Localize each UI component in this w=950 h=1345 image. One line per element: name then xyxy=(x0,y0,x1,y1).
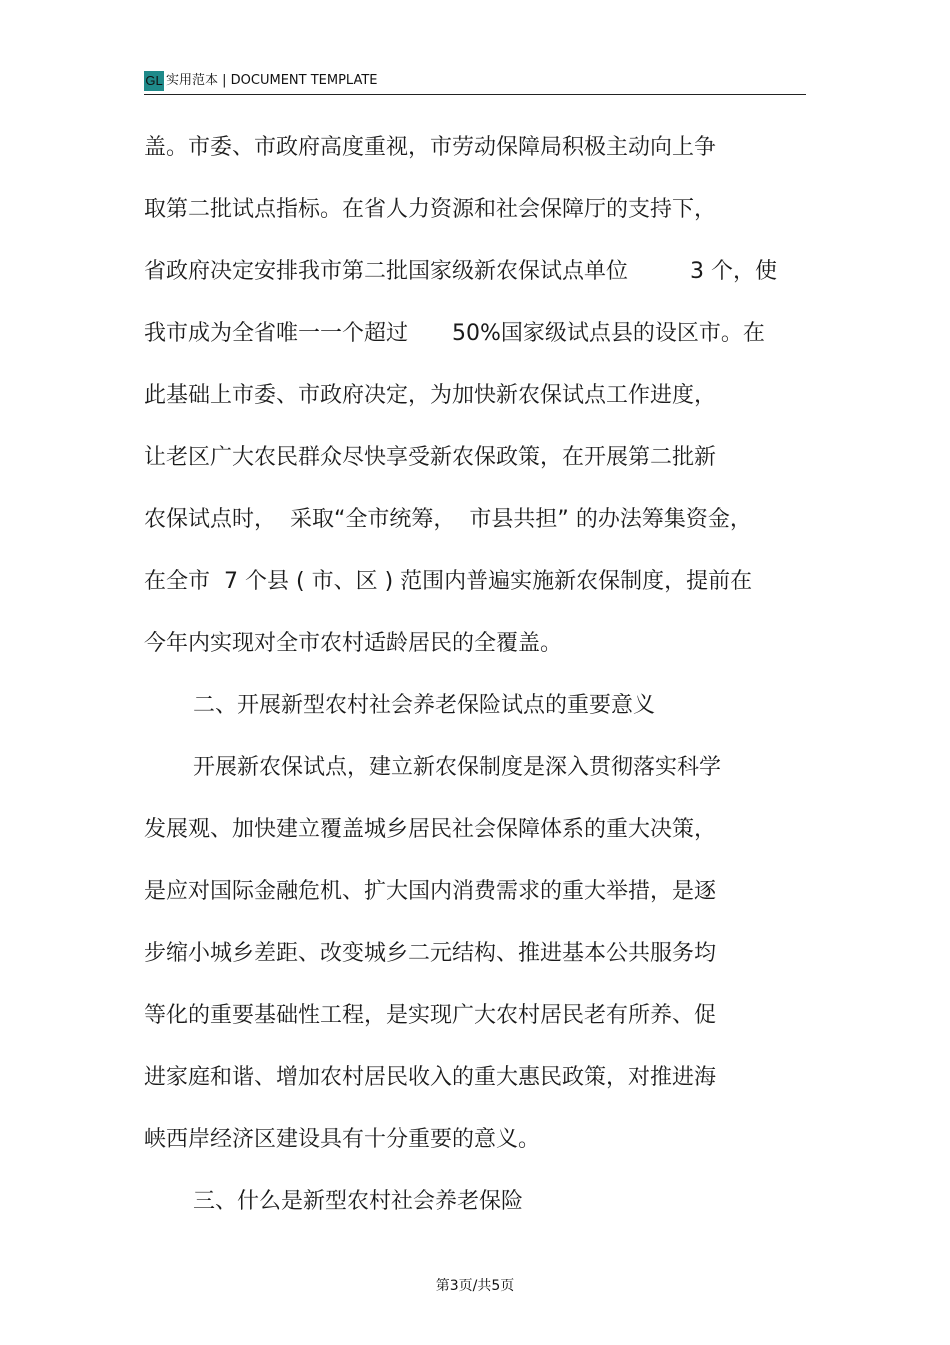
text-line: 步缩小城乡差距、改变城乡二元结构、推进基本公共服务均 xyxy=(144,941,717,966)
page-number: 第3页/共5页 xyxy=(435,1278,515,1294)
document-body xyxy=(144,126,806,1242)
section-heading: 三、什么是新型农村社会养老保险 xyxy=(193,1189,524,1214)
text-line: 是应对国际金融危机、扩大国内消费需求的重大举措，是逐 xyxy=(144,879,717,904)
text-line: 农保试点时， 采取“全市统筹， 市县共担” 的办法筹集资金， xyxy=(144,507,752,532)
section-heading: 二、开展新型农村社会养老保险试点的重要意义 xyxy=(193,693,656,718)
text-line: 省政府决定安排我市第二批国家级新农保试点单位 3 个，使 xyxy=(144,259,778,284)
text-line: 进家庭和谐、增加农村居民收入的重大惠民政策，对推进海 xyxy=(144,1065,717,1090)
text-line: 此基础上市委、市政府决定，为加快新农保试点工作进度， xyxy=(144,383,717,408)
text-line: 在全市 7 个县 ( 市、区 ) 范围内普遍实施新农保制度，提前在 xyxy=(144,569,753,594)
text-line: 今年内实现对全市农村适龄居民的全覆盖。 xyxy=(144,631,563,656)
gl-logo: GL xyxy=(144,71,164,91)
text-line: 我市成为全省唯一一个超过 50%国家级试点县的设区市。在 xyxy=(144,321,765,346)
header-title: 实用范本 | DOCUMENT TEMPLATE xyxy=(166,73,378,88)
text-line: 让老区广大农民群众尽快享受新农保政策，在开展第二批新 xyxy=(144,445,717,470)
text-line: 发展观、加快建立覆盖城乡居民社会保障体系的重大决策， xyxy=(144,817,717,842)
text-line: 开展新农保试点，建立新农保制度是深入贯彻落实科学 xyxy=(193,755,722,780)
page-header xyxy=(144,70,806,95)
text-line: 取第二批试点指标。在省人力资源和社会保障厅的支持下， xyxy=(144,197,717,222)
text-line: 峡西岸经济区建设具有十分重要的意义。 xyxy=(144,1127,541,1152)
text-line: 等化的重要基础性工程，是实现广大农村居民老有所养、促 xyxy=(144,1003,717,1028)
text-line: 盖。市委、市政府高度重视，市劳动保障局积极主动向上争 xyxy=(144,135,717,160)
